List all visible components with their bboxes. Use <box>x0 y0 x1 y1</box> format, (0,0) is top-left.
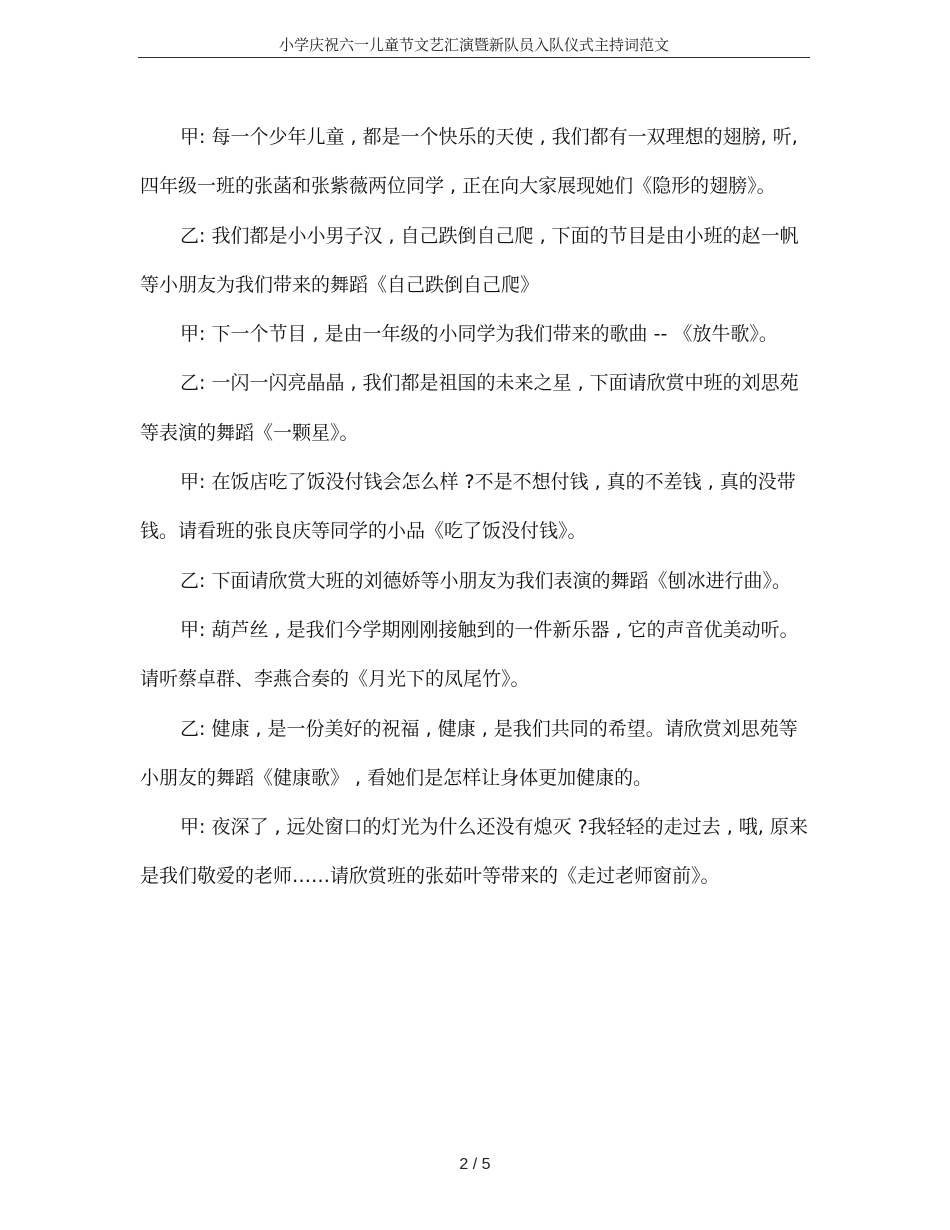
document-body <box>140 113 812 902</box>
paragraph-2: 乙: 我们都是小小男子汉 , 自己跌倒自己爬 , 下面的节目是由小班的赵一帆等小朋友为我们带来的舞蹈《自己跌倒自己爬》 <box>140 224 799 296</box>
paragraph-6: 乙: 下面请欣赏大班的刘德娇等小朋友为我们表演的舞蹈《刨冰进行曲》。 <box>180 569 791 592</box>
page-number: 2 / 5 <box>459 1156 491 1173</box>
paragraph-3: 甲: 下一个节目 , 是由一年级的小同学为我们带来的歌曲 -- 《放牛歌》。 <box>180 323 778 346</box>
paragraph-1: 甲: 每一个少年儿童 , 都是一个快乐的天使 , 我们都有一双理想的翅膀, 听, 四年级一班的张菡和张紫薇两位同学 , 正在向大家展现她们《隐形的翅膀》。 <box>140 126 798 198</box>
paragraph-7: 甲: 葫芦丝 , 是我们今学期刚刚接触到的一件新乐器 , 它的声音优美动听。请听蔡卓群、李燕合奏的《月光下的凤尾竹》。 <box>140 618 799 691</box>
paragraph-9: 甲: 夜深了 , 远处窗口的灯光为什么还没有熄灭 ?我轻轻的走过去 , 哦, 原来是我们敬爱的老师……请欣赏班的张茹叶等带来的《走过老师窗前》。 <box>140 816 808 888</box>
page-header <box>138 34 810 58</box>
paragraph-4: 乙: 一闪一闪亮晶晶 , 我们都是祖国的未来之星 , 下面请欣赏中班的刘思苑等表演的舞蹈《一颗星》。 <box>140 372 799 444</box>
paragraph-5: 甲: 在饭店吃了饭没付钱会怎么样 ?不是不想付钱 , 真的不差钱 , 真的没带钱。请看班的张良庆等同学的小品《吃了饭没付钱》。 <box>140 471 796 543</box>
paragraph-8: 乙: 健康 , 是一份美好的祝福 , 健康 , 是我们共同的希望。请欣赏刘思苑等小朋友的舞蹈《健康歌》 , 看她们是怎样让身体更加健康的。 <box>140 717 798 789</box>
document-title: 小学庆祝六一儿童节文艺汇演暨新队员入队仪式主持词范文 <box>278 36 669 54</box>
